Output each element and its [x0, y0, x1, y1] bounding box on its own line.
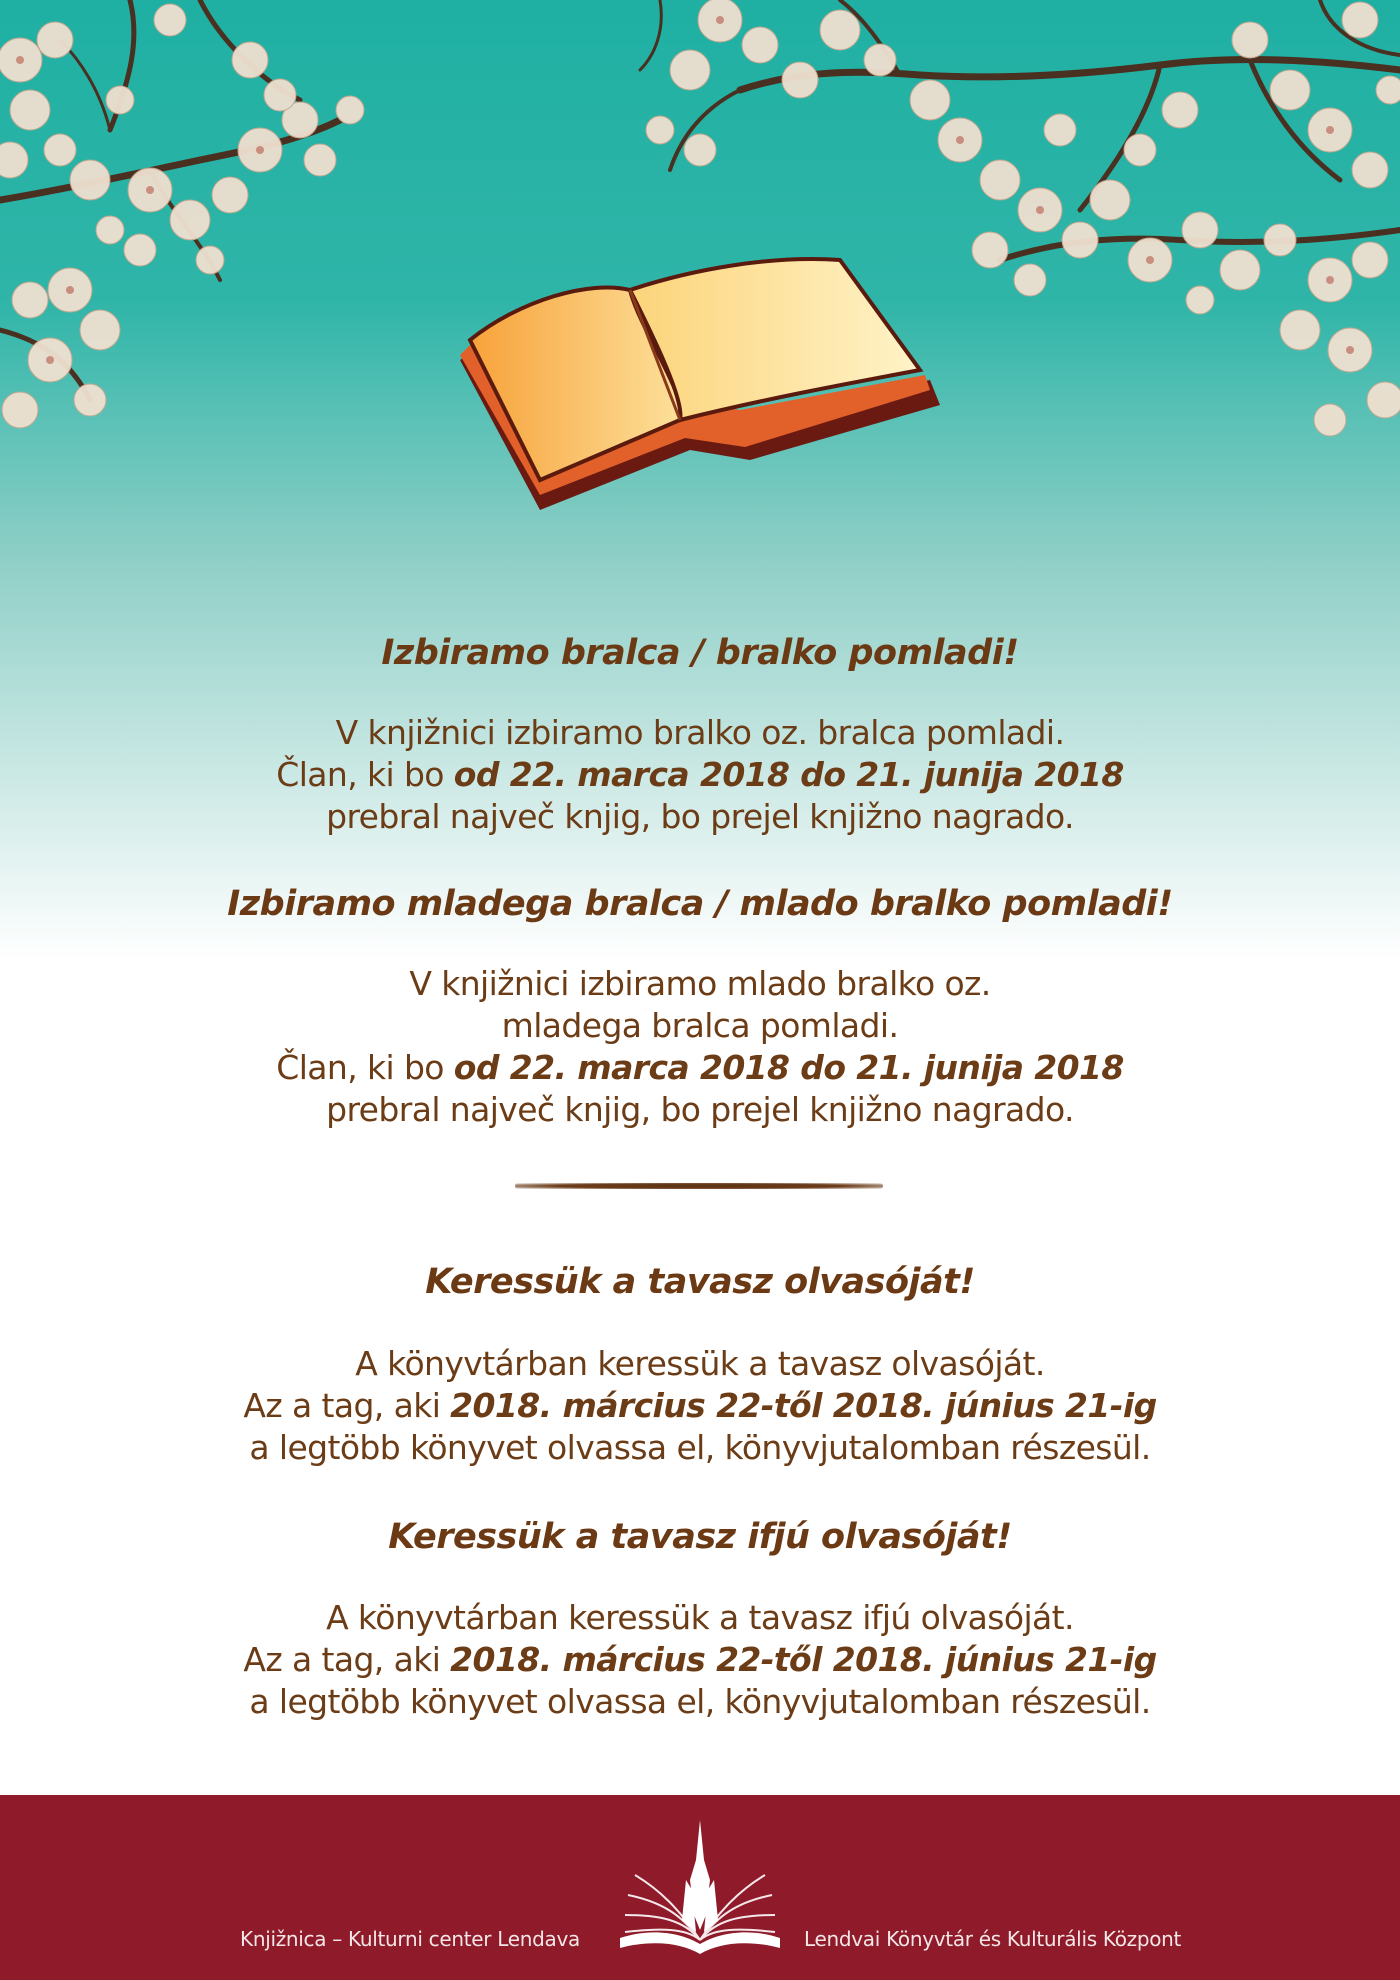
line-text: Član, ki bo	[276, 1048, 454, 1087]
paragraph-line: prebral največ knjig, bo prejel knjižno nagrado.	[326, 1090, 1074, 1129]
section-paragraph	[0, 963, 1400, 1131]
line-text: Az a tag, aki	[243, 1386, 451, 1425]
date-range: 2018. március 22-től 2018. június 21-ig	[450, 1640, 1157, 1679]
paragraph-line: V knjižnici izbiramo mlado bralko oz.	[409, 964, 991, 1003]
date-range: od 22. marca 2018 do 21. junija 2018	[453, 1048, 1124, 1087]
paragraph-line	[0, 754, 1400, 796]
section-paragraph	[0, 1343, 1400, 1469]
paragraph-line	[0, 1385, 1400, 1427]
paragraph-line: A könyvtárban keressük a tavasz olvasóját.	[355, 1344, 1045, 1383]
footer-bar	[0, 1795, 1400, 1980]
section-divider	[515, 1183, 883, 1189]
paragraph-line: a legtöbb könyvet olvassa el, könyvjutalomban részesül.	[249, 1682, 1151, 1721]
paragraph-line	[0, 1639, 1400, 1681]
library-logo-icon	[600, 1820, 800, 1970]
paragraph-line: A könyvtárban keressük a tavasz ifjú olvasóját.	[326, 1598, 1074, 1637]
date-range: 2018. március 22-től 2018. június 21-ig	[450, 1386, 1157, 1425]
section-heading: Keressük a tavasz olvasóját!	[425, 1262, 975, 1302]
footer-org-name-sl: Knjižnica – Kulturni center Lendava	[240, 1927, 580, 1951]
paragraph-line: mladega bralca pomladi.	[501, 1006, 899, 1045]
section-heading: Keressük a tavasz ifjú olvasóját!	[388, 1517, 1012, 1557]
section-heading: Izbiramo bralca / bralko pomladi!	[381, 633, 1019, 673]
date-range: od 22. marca 2018 do 21. junija 2018	[453, 755, 1124, 794]
paragraph-line: V knjižnici izbiramo bralko oz. bralca pomladi.	[335, 713, 1065, 752]
section-heading: Izbiramo mladega bralca / mlado bralko pomladi!	[227, 884, 1173, 924]
paragraph-line: prebral največ knjig, bo prejel knjižno nagrado.	[326, 797, 1074, 836]
section-paragraph	[0, 712, 1400, 838]
line-text: Član, ki bo	[276, 755, 454, 794]
footer-org-name-hu: Lendvai Könyvtár és Kulturális Központ	[804, 1927, 1182, 1951]
section-paragraph	[0, 1597, 1400, 1723]
paragraph-line	[0, 1047, 1400, 1089]
paragraph-line: a legtöbb könyvet olvassa el, könyvjutalomban részesül.	[249, 1428, 1151, 1467]
line-text: Az a tag, aki	[243, 1640, 451, 1679]
